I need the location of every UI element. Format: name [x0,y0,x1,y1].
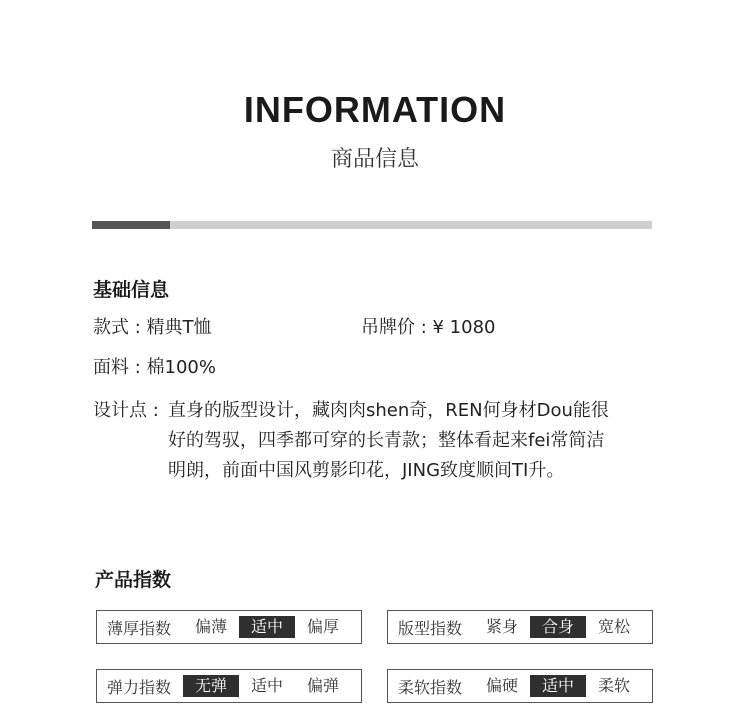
index-label: 柔软指数 [398,677,463,697]
index-option: 宽松 [597,617,630,636]
index-label: 弹力指数 [107,677,172,697]
index-thickness [96,610,362,644]
index-label: 版型指数 [398,618,463,638]
index-option: 合身 [530,616,586,638]
index-option: 偏薄 [194,617,227,636]
index-elasticity [96,669,362,703]
product-index-title: 产品指数 [95,569,172,591]
price-text: 吊牌价 : ¥ 1080 [361,317,496,338]
index-option: 适中 [239,616,295,638]
index-option: 偏厚 [306,617,339,636]
index-fit [387,610,653,644]
design-label: 设计点 : [93,400,159,421]
style-text: 款式 : 精典T恤 [93,317,212,338]
index-label: 薄厚指数 [107,618,172,638]
index-softness [387,669,653,703]
page-title-zh: 商品信息 [330,147,419,172]
index-option: 无弹 [183,675,239,697]
index-option: 柔软 [597,676,630,695]
fabric-text: 面料 : 棉100% [93,357,216,378]
progress-divider [92,221,652,229]
page-title-en: INFORMATION [243,89,507,130]
index-option: 适中 [250,676,283,695]
design-text: 直身的版型设计，藏肉肉shen奇，REN何身材Dou能很好的驾驭，四季都可穿的长青款；整体看起来fei常简洁明朗，前面中国风剪影印花，JING致度顺间TI升。 [168,400,609,481]
basic-info-title: 基础信息 [93,279,170,301]
index-option: 偏硬 [485,676,518,695]
index-option: 适中 [530,675,586,697]
progress-divider-fill [92,221,170,229]
index-option: 紧身 [485,617,518,636]
index-option: 偏弹 [306,676,339,695]
